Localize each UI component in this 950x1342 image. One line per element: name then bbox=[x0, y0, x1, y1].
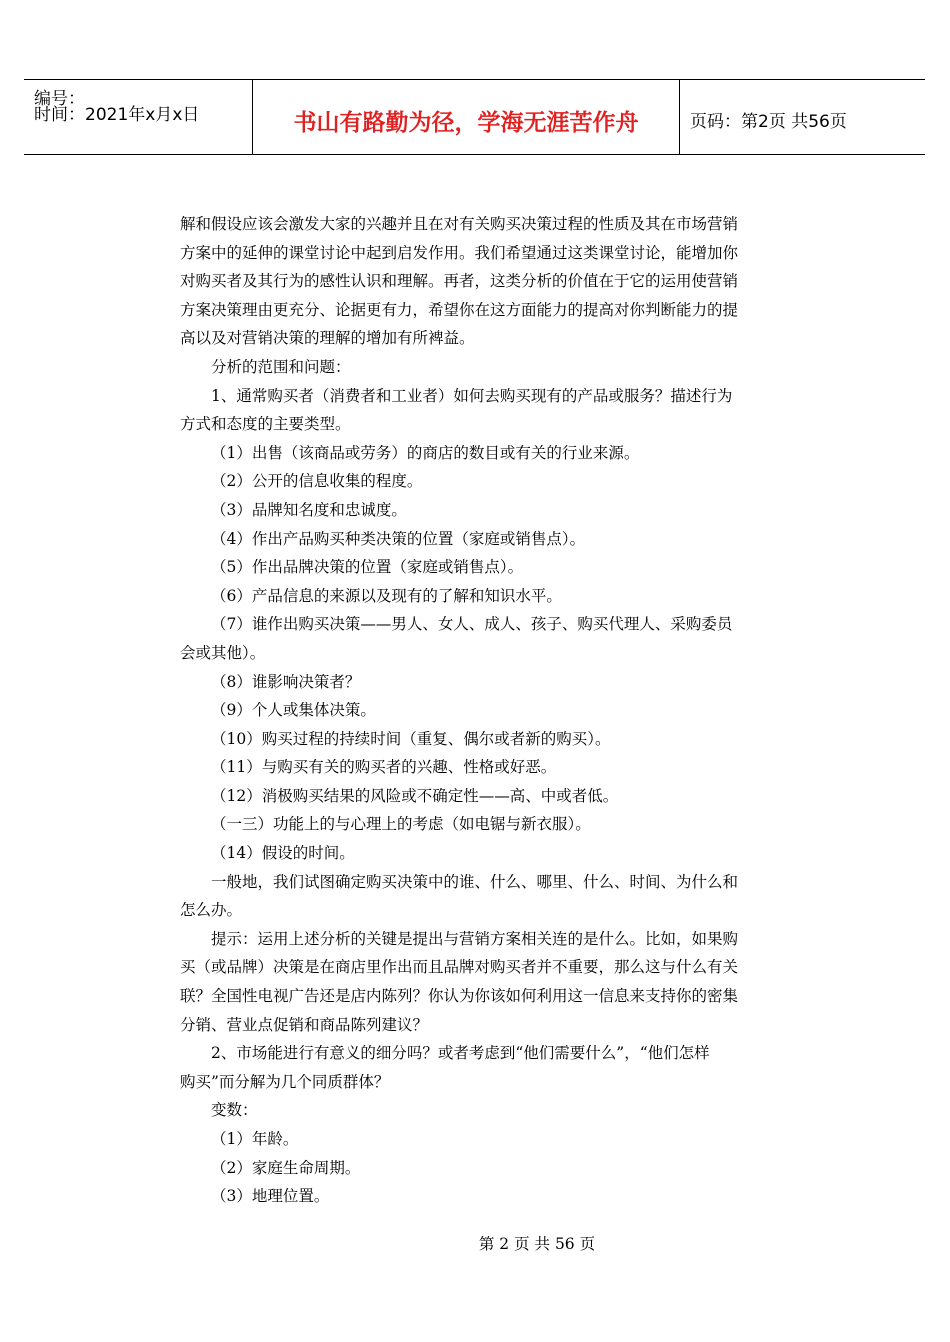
section-heading: 分析的范围和问题： bbox=[211, 357, 351, 376]
document-body bbox=[180, 210, 774, 1211]
list-item: （1）年龄。 bbox=[211, 1130, 299, 1148]
list-item: （9）个人或集体决策。 bbox=[211, 701, 376, 720]
paragraph-line: 高以及对营销决策的理解的增加有所裨益。 bbox=[180, 329, 475, 348]
page-code: 页码：第2页 共56页 bbox=[690, 112, 847, 132]
variables-heading: 变数： bbox=[211, 1101, 258, 1120]
paragraph-line: 分销、营业点促销和商品陈列建议？ bbox=[180, 1015, 429, 1034]
list-item: （3）地理位置。 bbox=[211, 1187, 330, 1206]
document-header bbox=[24, 79, 925, 155]
list-item: （11）与购买有关的购买者的兴趣、性格或好恶。 bbox=[211, 758, 557, 777]
question-1: 1、通常购买者（消费者和工业者）如何去购买现有的产品或服务？描述行为 bbox=[211, 386, 733, 405]
list-item: （2）公开的信息收集的程度。 bbox=[211, 472, 423, 491]
list-item: （10）购买过程的持续时间（重复、偶尔或者新的购买）。 bbox=[211, 729, 611, 748]
list-item: （4）作出产品购买种类决策的位置（家庭或销售点）。 bbox=[211, 529, 586, 548]
paragraph-line: 一般地，我们试图确定购买决策中的谁、什么、哪里、什么、时间、为什么和 bbox=[211, 872, 739, 891]
list-item: （5）作出品牌决策的位置（家庭或销售点）。 bbox=[211, 558, 524, 577]
paragraph-line: 会或其他）。 bbox=[180, 643, 266, 662]
document-number-label: 编号： bbox=[34, 89, 85, 109]
hint-paragraph: 提示：运用上述分析的关键是提出与营销方案相关连的是什么。比如，如果购 bbox=[211, 929, 739, 948]
paragraph-line: 联？全国性电视广告还是店内陈列？你认为你该如何利用这一信息来支持你的密集 bbox=[180, 987, 739, 1006]
list-item: （12）消极购买结果的风险或不确定性——高、中或者低。 bbox=[211, 786, 619, 805]
paragraph-line: 怎么办。 bbox=[180, 901, 243, 920]
paragraph-line: 方式和态度的主要类型。 bbox=[180, 415, 351, 434]
header-motto-cell bbox=[253, 80, 680, 154]
list-item: （7）谁作出购买决策——男人、女人、成人、孩子、购买代理人、采购委员 bbox=[211, 615, 733, 634]
list-item: （3）品牌知名度和忠诚度。 bbox=[211, 500, 407, 519]
document-time-label: 时间：2021年x月x日 bbox=[34, 105, 200, 125]
paragraph-line: 方案决策理由更充分、论据更有力，希望你在这方面能力的提高对你判断能力的提 bbox=[180, 300, 739, 319]
list-item: （14）假设的时间。 bbox=[211, 844, 355, 863]
list-item: （6）产品信息的来源以及现有的了解和知识水平。 bbox=[211, 586, 562, 605]
list-item: （1）出售（该商品或劳务）的商店的数目或有关的行业来源。 bbox=[211, 443, 640, 462]
header-info-cell bbox=[24, 80, 253, 154]
paragraph-line: 买（或品牌）决策是在商店里作出而且品牌对购买者并不重要，那么这与什么有关 bbox=[180, 958, 739, 977]
paragraph-line: 购买”而分解为几个同质群体？ bbox=[180, 1072, 390, 1091]
paragraph-line: 对购买者及其行为的感性认识和理解。再者，这类分析的价值在于它的运用使营销 bbox=[180, 272, 739, 291]
list-item: （8）谁影响决策者？ bbox=[211, 672, 361, 691]
paragraph-line: 方案中的延伸的课堂讨论中起到启发作用。我们希望通过这类课堂讨论，能增加你 bbox=[180, 243, 739, 262]
question-2: 2、市场能进行有意义的细分吗？或者考虑到“他们需要什么”，“他们怎样 bbox=[211, 1044, 710, 1063]
motto-text: 书山有路勤为径，学海无涯苦作舟 bbox=[293, 110, 639, 136]
header-page-cell bbox=[680, 80, 925, 154]
list-item: （一三）功能上的与心理上的考虑（如电锯与新衣服）。 bbox=[211, 815, 591, 834]
paragraph-line: 解和假设应该会激发大家的兴趣并且在对有关购买决策过程的性质及其在市场营销 bbox=[180, 215, 739, 233]
page-footer: 第 2 页 共 56 页 bbox=[478, 1235, 596, 1253]
list-item: （2）家庭生命周期。 bbox=[211, 1158, 361, 1177]
